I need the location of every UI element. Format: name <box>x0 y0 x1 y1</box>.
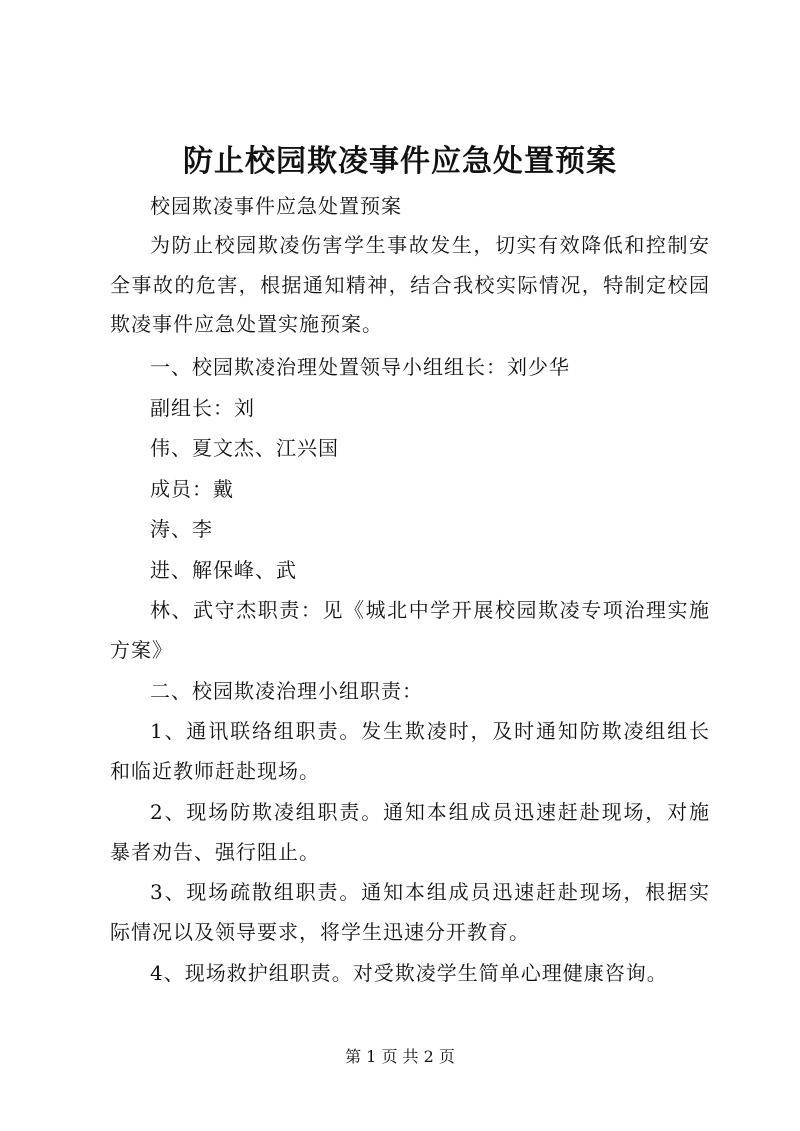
paragraph-line: 欺凌事件应急处置实施预案。 <box>110 312 383 336</box>
paragraph-line: 副组长：刘 <box>150 396 255 420</box>
section-heading-line: 一、校园欺凌治理处置领导小组组长：刘少华 <box>150 355 570 379</box>
paragraph-line: 2、现场防欺凌组职责。通知本组成员迅速赶赴现场，对施 <box>150 800 710 824</box>
paragraph-line: 为防止校园欺凌伤害学生事故发生，切实有效降低和控制安 <box>150 233 710 257</box>
paragraph-line: 林、武守杰职责：见《城北中学开展校园欺凌专项治理实施 <box>150 598 710 622</box>
paragraph-line: 3、现场疏散组职责。通知本组成员迅速赶赴现场，根据实 <box>150 880 710 904</box>
paragraph-line: 伟、夏文杰、江兴国 <box>150 436 339 460</box>
section-heading-line: 二、校园欺凌治理小组职责： <box>150 679 423 703</box>
paragraph-line: 涛、李 <box>150 517 213 541</box>
paragraph-line: 和临近教师赶赴现场。 <box>110 759 320 783</box>
paragraph-line: 暴者劝告、强行阻止。 <box>110 840 320 864</box>
paragraph-line: 4、现场救护组职责。对受欺凌学生简单心理健康咨询。 <box>150 961 668 985</box>
document-title: 防止校园欺凌事件应急处置预案 <box>183 144 617 179</box>
page-number-footer: 第 1 页 共 2 页 <box>345 1047 455 1066</box>
subtitle-line: 校园欺凌事件应急处置预案 <box>150 194 402 218</box>
paragraph-line: 方案》 <box>110 638 173 662</box>
paragraph-line: 成员：戴 <box>150 477 234 501</box>
paragraph-line: 际情况以及领导要求，将学生迅速分开教育。 <box>110 920 530 944</box>
paragraph-line: 全事故的危害，根据通知精神，结合我校实际情况，特制定校园 <box>110 273 710 297</box>
paragraph-line: 1、通讯联络组职责。发生欺凌时，及时通知防欺凌组组长 <box>150 719 710 743</box>
paragraph-line: 进、解保峰、武 <box>150 558 297 582</box>
